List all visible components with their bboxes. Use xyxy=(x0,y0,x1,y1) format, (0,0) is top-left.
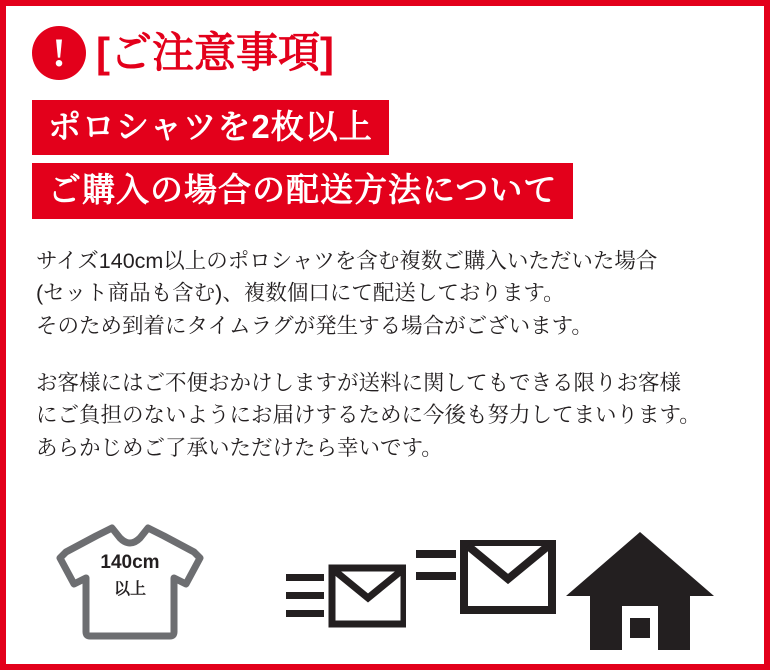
paragraph-one xyxy=(26,245,744,343)
paragraph-two xyxy=(26,367,744,465)
banner-line-2: ご購入の場合の配送方法について xyxy=(32,163,573,218)
shirt-size-value: 140cm xyxy=(100,552,160,573)
paragraph-two-line-2: にご負担のないようにお届けするために今後も努力してまいります。 xyxy=(36,403,701,428)
paragraph-one-line-1: サイズ140cm以上のポロシャツを含む複数ご購入いただいた場合 xyxy=(36,248,658,273)
paragraph-two-line-3: あらかじめご了承いただけたら幸いです。 xyxy=(36,435,443,460)
envelope-icon-small xyxy=(286,564,406,639)
shirt-size-suffix: 以上 xyxy=(113,581,146,598)
notice-content xyxy=(6,6,764,664)
exclamation-icon: ! xyxy=(32,26,86,80)
banner-line-1: ポロシャツを2枚以上 xyxy=(32,100,389,155)
house-icon xyxy=(566,532,714,655)
page-title: [ご注意事項] xyxy=(96,29,334,76)
banner-group xyxy=(26,100,744,219)
paragraph-one-line-2: (セット商品も含む)、複数個口にて配送しております。 xyxy=(36,281,565,306)
icon-strip xyxy=(46,522,744,652)
polo-shirt-icon xyxy=(56,522,204,645)
paragraph-two-line-1: お客様にはご不便おかけしますが送料に関してもできる限りお客様 xyxy=(36,370,682,395)
paragraph-one-line-3: そのため到着にタイムラグが発生する場合がございます。 xyxy=(36,313,593,338)
notice-title-row xyxy=(32,26,744,80)
envelope-icon-large xyxy=(416,540,556,631)
